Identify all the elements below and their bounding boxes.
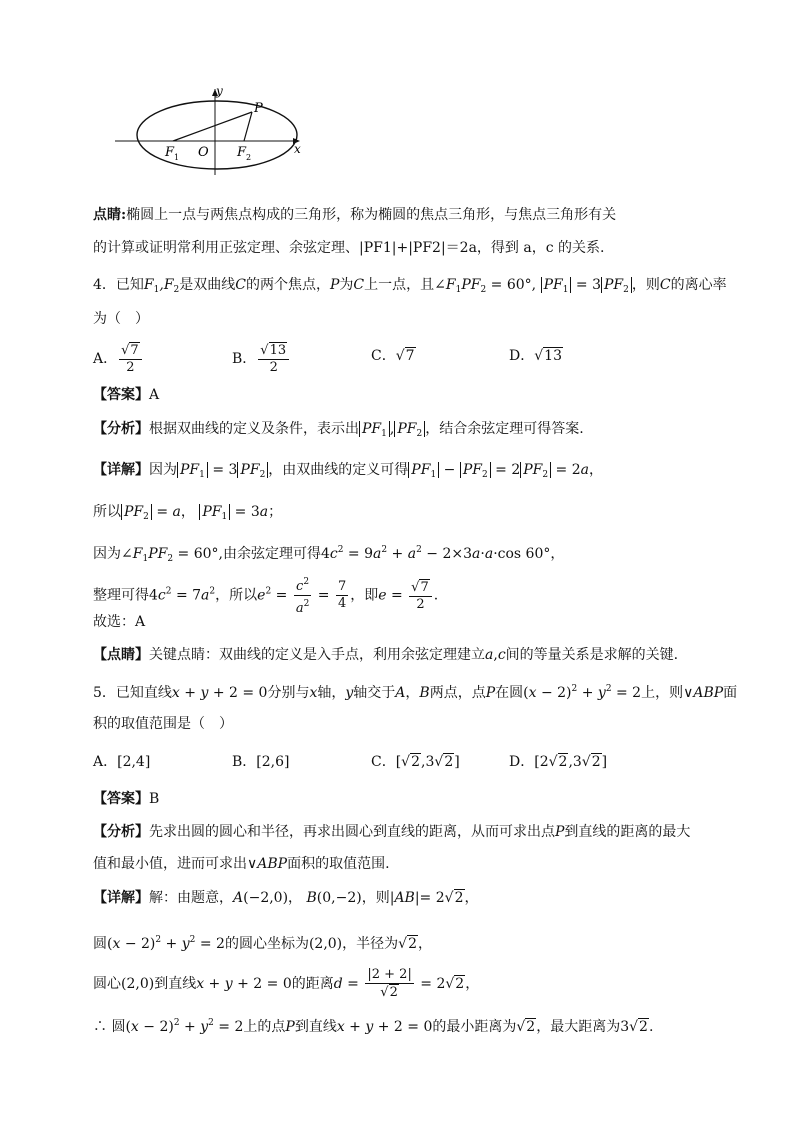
- q4-option-d: D．√13: [509, 348, 562, 364]
- q5-stem-line2: 积的取值范围是（ ）: [93, 716, 233, 732]
- q5-answer: 【答案】B: [93, 791, 160, 807]
- q4-detail-line1: 【详解】因为 $PF_1 = 3$ $PF_2$ ，由双曲线的定义可得 $PF_1 - PF_2 = 2$ $PF_2 = 2a$，: [93, 462, 604, 480]
- figure-label-x: x: [294, 142, 301, 156]
- q4-answer: 【答案】A: [93, 387, 160, 403]
- segment-f2-p: [244, 112, 252, 141]
- q5-detail-line2: 圆$(x - 2)^2 + y^2 = 2$的圆心坐标为(2,0)，半径为√2，: [93, 935, 432, 952]
- figure-label-y: y: [216, 85, 223, 98]
- q5-option-b: B．[2,6]: [232, 754, 290, 770]
- ellipse-figure: [115, 85, 315, 177]
- note1-line2: 的计算或证明常利用正弦定理、余弦定理、|PF1|+|PF2|＝2a，得到 a，c 的关系.: [93, 240, 605, 256]
- q5-option-a: A．[2,4]: [93, 754, 151, 770]
- q5-detail-line4: ∴ 圆$(x - 2)^2 + y^2 = 2$上的点P到直线x + y + 2 = 0的最小距离为√2，最大距离为3√2.: [93, 1018, 654, 1035]
- q5-analysis-line2: 值和最小值，进而可求出∨ABP面积的取值范围.: [93, 856, 390, 872]
- segment-f1-p: [173, 112, 252, 141]
- q5-option-c: C．[√2,3√2]: [371, 754, 460, 770]
- q5-stem-line1: 5．已知直线x + y + 2 = 0分别与x轴，y轴交于A，B两点，点P在圆$(x - 2)^2 + y^2 = 2$上，则∨ABP面: [93, 684, 738, 701]
- figure-label-f1-sub: 1: [174, 153, 180, 162]
- q4-detail-line5: 故选：A: [93, 614, 146, 630]
- q4-option-a: A． $\frac{√7}{2}$: [93, 342, 144, 376]
- q4-analysis: 【分析】根据双曲线的定义及条件，表示出 $PF_1$ , $PF_2$ ，结合余弦定理可得答案.: [93, 421, 584, 439]
- figure-label-f2-sub: 2: [246, 153, 252, 162]
- q5-detail-line1: 【详解】解：由题意，A(−2,0)， B(0,−2)，则|AB|= 2√2，: [93, 890, 479, 906]
- note1-line1: 点睛:椭圆上一点与两焦点构成的三角形，称为椭圆的焦点三角形，与焦点三角形有关: [93, 207, 617, 223]
- q4-stem-line2: 为（ ）: [93, 311, 149, 327]
- q5-option-d: D．[2√2,3√2]: [509, 754, 608, 770]
- q5-detail-line3: 圆心(2,0)到直线x + y + 2 = 0的距离d = $\frac{|2 + 2|}{√2}$ = 2√2，: [93, 967, 480, 1000]
- figure-label-p: P: [254, 101, 263, 116]
- q5-analysis-line1: 【分析】先求出圆的圆心和半径，再求出圆心到直线的距离，从而可求出点P到直线的距离的最大: [93, 824, 691, 840]
- q4-detail-line3: 因为$\angle F_1PF_2 = 60^\circ$,由余弦定理可得$4c^2 = 9a^2 + a^2 - 2\times 3a\cdot a\cdot\cos$ 60°，: [93, 545, 565, 564]
- q4-option-c: C．√7: [371, 348, 415, 364]
- figure-label-f1: F: [165, 145, 175, 160]
- q4-detail-line2: 所以 $PF_2 = a$， $PF_1 = 3a$；: [93, 504, 283, 522]
- q4-option-b: B． $\frac{√13}{2}$: [232, 342, 291, 376]
- figure-label-o: O: [198, 145, 209, 160]
- figure-label-f2: F: [237, 145, 247, 160]
- q4-key-point: 【点睛】关键点睛：双曲线的定义是入手点，利用余弦定理建立a,c间的等量关系是求解的关键.: [93, 647, 679, 663]
- note1-tag: 点睛:: [93, 207, 127, 223]
- ellipse-curve: [137, 101, 297, 169]
- q4-stem-line1: 4．已知$F_1,F_2$是双曲线C的两个焦点，P为C上一点，且$\angle F_1PF_2 = 60^\circ$, $PF_1 = 3$ $PF_2$ ，则C的离心率: [93, 277, 727, 295]
- q4-detail-line4: 整理可得$4c^2 = 7a^2$，所以$e^2$ = $\frac{c^2}{a^2}$ = $\frac{7}{4}$ ，即e = $\frac{√7}{2}$ .: [93, 574, 438, 617]
